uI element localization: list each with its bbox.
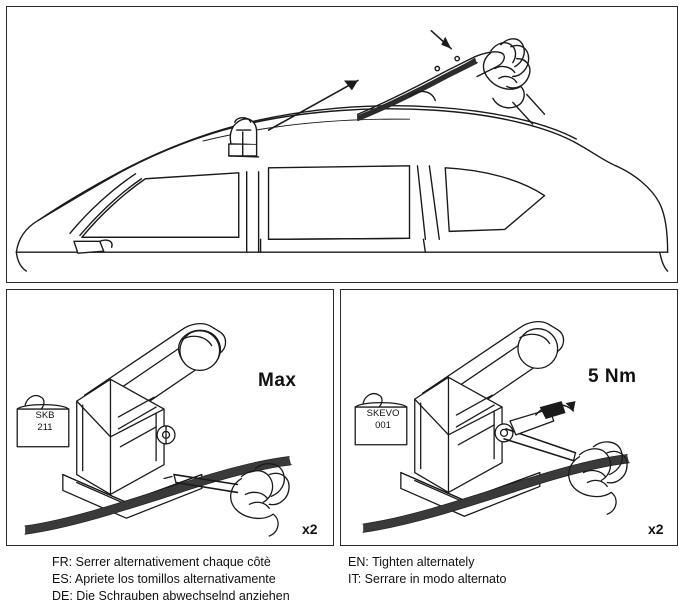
panel-tighten-max [6,289,334,546]
legend-line-en: EN: Tighten alternately [348,555,475,569]
legend-line-es: ES: Apriete los tomillos alternativamente [52,572,276,586]
legend-line-de: DE: Die Schrauben abwechselnd anziehen [52,589,290,603]
repeat-label-right: x2 [648,521,664,537]
tool-tag-right-line1: SKEVO [366,408,400,419]
repeat-label-left: x2 [302,521,318,537]
panel-car-roof-overview [6,6,678,283]
legend-line-fr: FR: Serrer alternativement chaque côtè [52,555,271,569]
car-roof-illustration [7,7,677,282]
tool-tag-left [21,410,69,434]
tool-tag-left-line1: SKB [35,410,55,421]
legend-column-right [348,554,668,588]
panel-tighten-torque [340,289,678,546]
tool-tag-right [358,408,408,432]
max-torque-label: Max [258,370,297,391]
torque-value-label: 5 Nm [588,366,637,387]
legend-column-left [52,554,352,605]
legend-line-it: IT: Serrare in modo alternato [348,572,507,586]
tool-tag-left-line2: 211 [37,422,53,433]
legend [0,552,684,610]
tool-tag-right-line2: 001 [375,420,391,431]
